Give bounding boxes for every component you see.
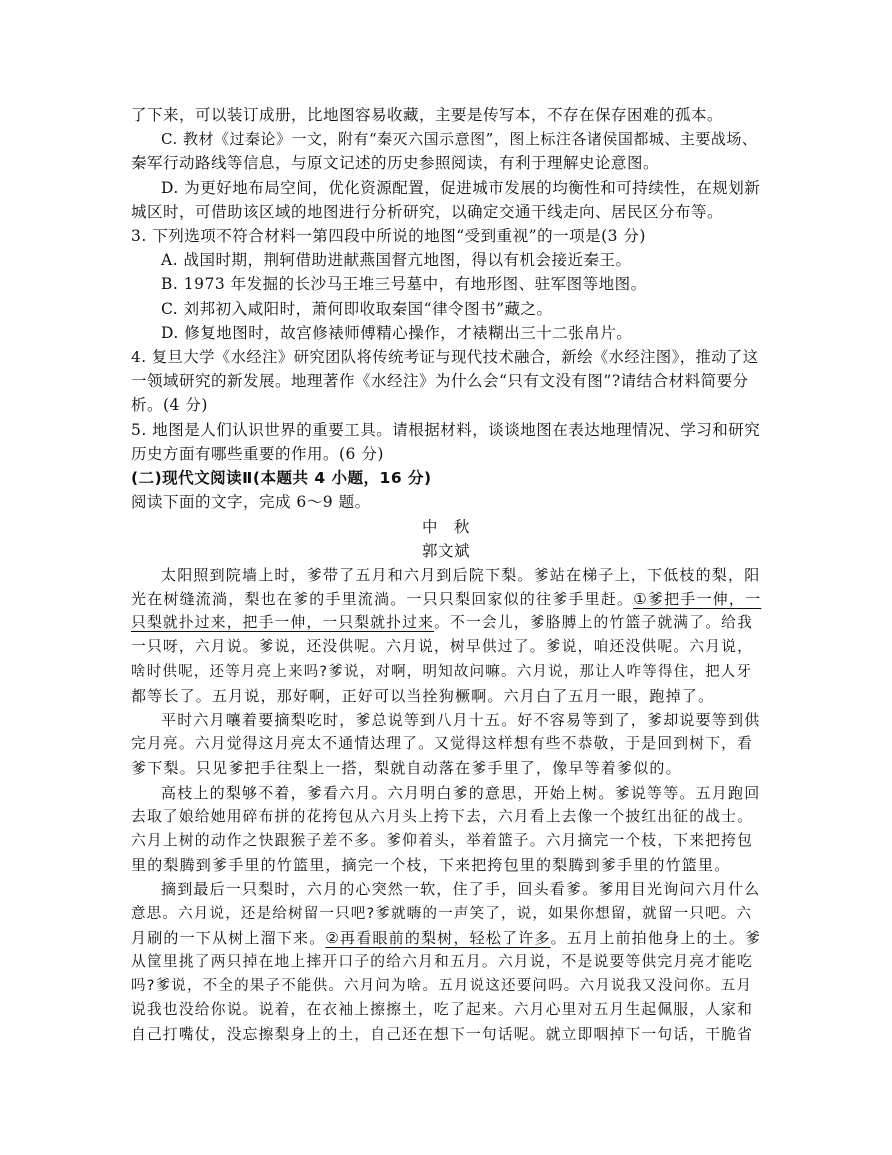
story-text: 。五月上前拍他身上的土。爹 — [550, 929, 762, 947]
story-line: 高枝上的梨够不着，爹看六月。六月明白爹的意思，开始上树。爹说等等。五月跑回 — [161, 784, 761, 802]
text-line: 了下来，可以装订成册，比地图容易收藏，主要是传写本，不存在保存困难的孤本。 — [131, 106, 724, 124]
underlined-sentence-2: ②再看眼前的梨树，轻松了许多 — [325, 929, 551, 947]
q3-option-a: A. 战国时期，荆轲借助进献燕国督亢地图，得以有机会接近秦王。 — [161, 251, 632, 269]
question-5-line2: 历史方面有哪些重要的作用。(6 分) — [131, 445, 384, 463]
story-line: 六月上树的动作之快跟猴子差不多。爹仰着头，举着篮子。六月摘完一个枝，下来把挎包 — [131, 832, 754, 849]
story-line: 意思。六月说，还是给树留一只吧?爹就嗨的一声笑了，说，如果你想留，就留一只吧。六 — [131, 906, 753, 922]
story-line: 平时六月嚷着要摘梨吃时，爹总说等到八月十五。好不容易等到了，爹却说要等到供 — [161, 711, 761, 729]
story-line — [0, 927, 892, 949]
question-4-line1: 4. 复旦大学《水经注》研究团队将传统考证与现代技术融合，新绘《水经注图》，推动了这 — [131, 348, 759, 366]
q3-option-c: C. 刘邦初入咸阳时，萧何即收取秦国“律令图书”藏之。 — [161, 300, 553, 318]
story-line: 摘到最后一只梨时，六月的心突然一软，住了手，回头看爹。爹用目光询问六月什么 — [161, 880, 761, 898]
question-5-line1: 5. 地图是人们认识世界的重要工具。请根据材料，谈谈地图在表达地理情况、学习和研究 — [131, 421, 761, 439]
story-line: 自己打嘴仗，没忘擦梨身上的土，自己还在想下一句话呢。就立即咽掉下一句话，干脆省 — [131, 1026, 754, 1043]
q3-option-d: D. 修复地图时，故宫修裱师傅精心操作，才裱糊出三十二张帛片。 — [161, 324, 633, 342]
story-text: 。不一会儿，爹胳膊上的竹篮子就满了。给我 — [434, 614, 754, 631]
q3-option-b: B. 1973 年发掘的长沙马王堆三号墓中，有地形图、驻军图等地图。 — [161, 275, 647, 293]
story-line: 都等长了。五月说，那好啊，正好可以当拴狗橛啊。六月白了五月一眼，跑掉了。 — [131, 687, 715, 705]
story-title: 中 秋 — [421, 518, 470, 536]
story-line: 爹下梨。只见爹把手往梨上一搭，梨就自动落在爹手里了，像早等着爹似的。 — [131, 759, 682, 777]
option-d-line2: 城区时，可借助该区域的地图进行分析研究，以确定交通干线走向、居民区分布等。 — [131, 203, 724, 221]
story-line: 去取了娘给她用碎布拼的花挎包从六月头上挎下去，六月看上去像一个披红出征的战士。 — [131, 808, 754, 825]
option-c-line1: C. 教材《过秦论》一文，附有“秦灭六国示意图”，图上标注各诸侯国都城、主要战场、 — [161, 130, 758, 148]
story-author: 郭文斌 — [421, 542, 470, 560]
story-text: 光在树缝流淌，梨也在爹的手里流淌。一只只梨回家似的往爹手里赶。 — [131, 590, 634, 608]
question-4-line3: 析。(4 分) — [131, 396, 208, 414]
story-line: 太阳照到院墙上时，爹带了五月和六月到后院下梨。爹站在梯子上，下低枝的梨，阳 — [161, 566, 761, 584]
story-line: 吗?爹说，不全的果子不能供。六月问为啥。五月说这还要问吗。六月说我又没问你。五月 — [131, 978, 753, 994]
story-line: 一只呀，六月说。爹说，还没供呢。六月说，树早供过了。爹说，咱还没供呢。六月说， — [131, 638, 754, 655]
question-4-line2: 一领域研究的新发展。地理著作《水经注》为什么会“只有文没有图”?请结合材料简要分 — [131, 372, 749, 390]
story-line: 完月亮。六月觉得这月亮太不通情达理了。又觉得这样想有些不恭敬，于是回到树下，看 — [131, 735, 754, 752]
story-text: 月刷的一下从树上溜下来。 — [131, 929, 326, 947]
section-heading: (二)现代文阅读Ⅱ(本题共 4 小题，16 分) — [131, 469, 432, 487]
reading-instruction: 阅读下面的文字，完成 6～9 题。 — [131, 493, 371, 511]
option-d-line1: D. 为更好地布局空间，优化资源配置，促进城市发展的均衡性和可持续性，在规划新 — [161, 179, 761, 197]
story-line: 说我也没给你说。说着，在衣袖上擦擦土，吃了起来。六月心里对五月生起佩服，人家和 — [131, 1001, 754, 1018]
option-c-line2: 秦军行动路线等信息，与原文记述的历史参照阅读，有利于理解史论意图。 — [131, 154, 660, 172]
underlined-sentence-1-cont: 只梨就扑过来，把手一伸，一只梨就扑过来 — [131, 614, 435, 631]
story-line — [0, 612, 892, 634]
story-line: 从筐里挑了两只掉在地上摔开口子的给六月和五月。六月说，不是说要等供完月亮才能吃 — [131, 953, 754, 970]
underlined-sentence-1: ①爹把手一伸，一 — [633, 590, 762, 608]
story-line — [0, 588, 892, 610]
story-line: 啥时供呢，还等月亮上来吗?爹说，对啊，明知故问嘛。六月说，那让人咋等得住，把人牙 — [131, 664, 753, 680]
question-3: 3. 下列选项不符合材料一第四段中所说的地图“受到重视”的一项是(3 分) — [131, 227, 646, 245]
story-line: 里的梨腾到爹手里的竹篮里，摘完一个枝，下来把挎包里的梨腾到爹手里的竹篮里。 — [131, 856, 731, 874]
